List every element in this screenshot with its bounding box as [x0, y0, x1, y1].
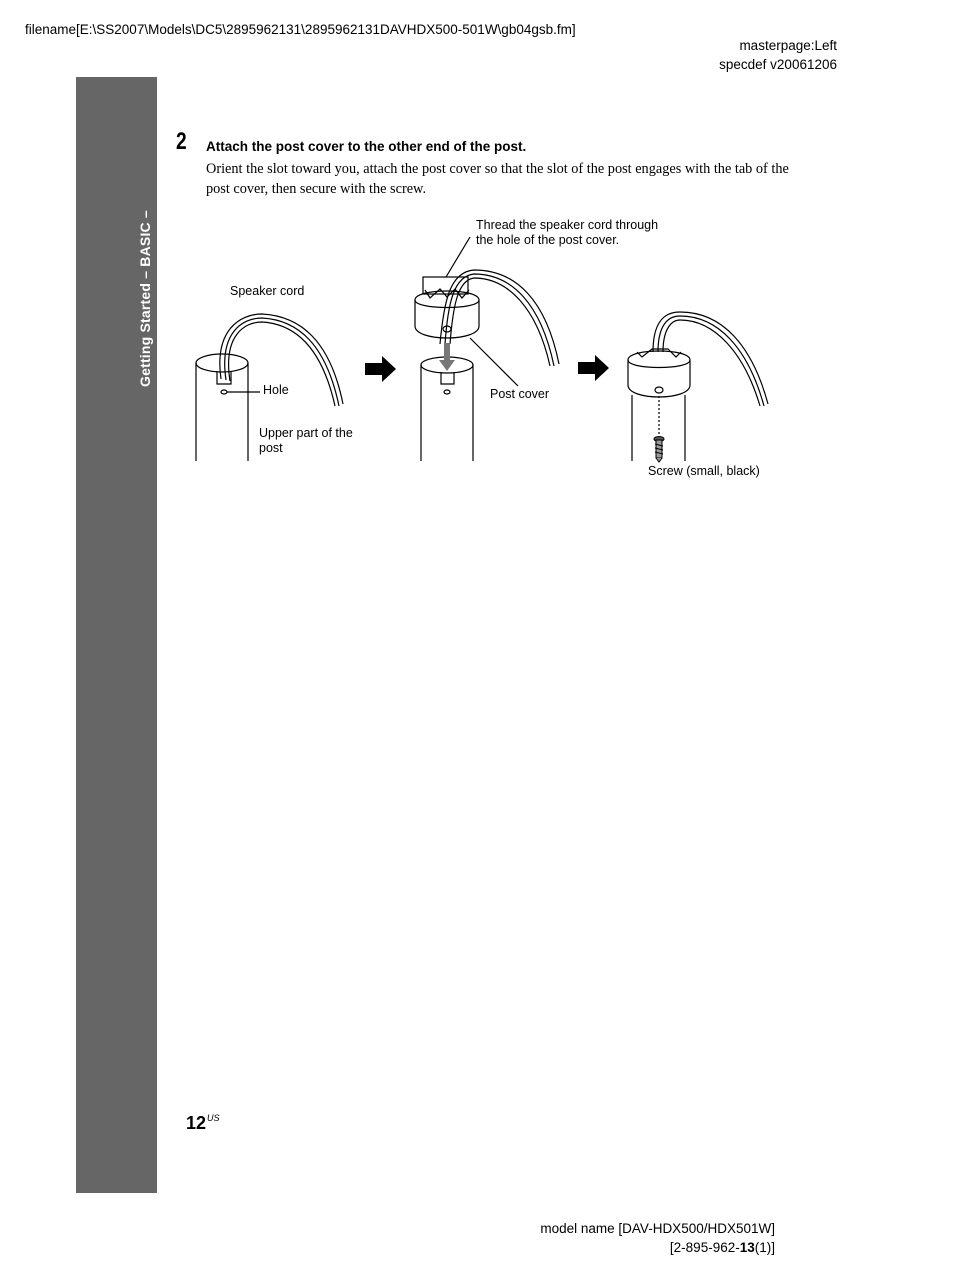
part-code-footer: [670, 1238, 775, 1257]
speaker-cord-drawing-middle: [440, 270, 559, 366]
step-body: Orient the slot toward you, attach the post cover so that the slot of the post engages with the tab of the post cover, then secure with the screw.: [206, 161, 789, 197]
part-code-prefix: [2-895-962-: [669, 1240, 740, 1255]
step-arrow-icon: [365, 356, 396, 382]
post-cover-label: Post cover: [490, 387, 550, 401]
masterpage-label: masterpage:Left: [739, 38, 837, 53]
screw-drawing: [654, 437, 664, 463]
page-number: [186, 1113, 220, 1134]
specdef-label: specdef v20061206: [719, 57, 837, 72]
post-cover-illustration: [0, 0, 954, 500]
section-sidebar-label: Getting Started – BASIC –: [137, 210, 153, 387]
upper-part-of-post-label: Upper part of the post: [259, 426, 353, 455]
model-name-footer: model name [DAV-HDX500/HDX501W]: [540, 1221, 775, 1236]
part-code-suffix: (1)]: [754, 1240, 775, 1255]
page-region-label: US: [207, 1113, 220, 1123]
hole-label: Hole: [263, 383, 289, 397]
speaker-cord-drawing-right: [653, 312, 768, 406]
filename-header: filename[E:\SS2007\Models\DC5\2895962131\2895962131DAVHDX500-501W\gb04gsb.fm]: [25, 22, 576, 37]
step-number: 2: [176, 128, 187, 155]
post-cover-leader-line: [470, 338, 518, 386]
post-drawing-middle: [421, 357, 473, 461]
thread-cord-note-label: Thread the speaker cord through the hole of the post cover.: [476, 218, 659, 247]
part-code-bold: 13: [739, 1240, 755, 1255]
step-title: Attach the post cover to the other end of the post.: [206, 139, 527, 154]
screw-label: Screw (small, black): [648, 464, 760, 478]
speaker-cord-label: Speaker cord: [230, 284, 305, 298]
post-upper-part-drawing: [196, 354, 260, 461]
step-arrow-icon: [578, 355, 609, 381]
page-number-value: 12: [186, 1113, 207, 1133]
